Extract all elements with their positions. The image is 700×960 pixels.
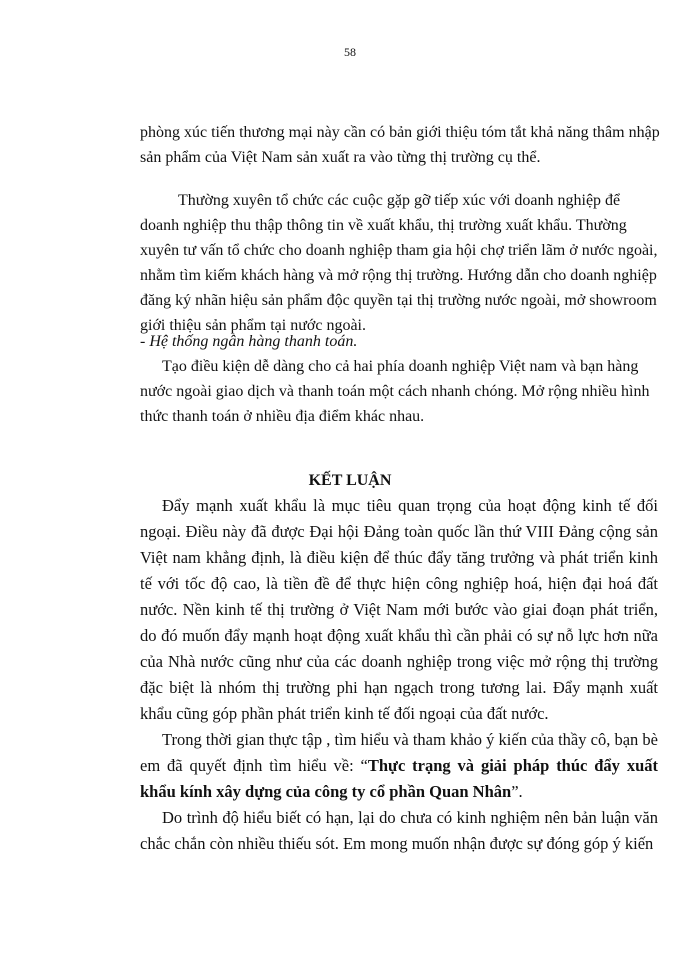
conclusion-body <box>140 493 658 857</box>
thesis-title: Thực trạng và giải pháp thúc đẩy xuất khẩu kính xây dựng của công ty cổ phần Quan Nhân <box>140 756 658 801</box>
page-number: 58 <box>344 45 356 59</box>
conclusion-paragraph-1: Đẩy mạnh xuất khẩu là mục tiêu quan trọng của hoạt động kinh tế đối ngoại. Điều này đã được Đại hội Đảng toàn quốc lần thứ VIII Đảng cộng sản Việt nam khẳng định, là điều kiện để thúc đẩy tăng trưởng và phát triển kinh tế với tốc độ cao, là tiền đề để thực hiện công nghiệp hoá, hiện đại hoá đất nước. Nền kinh tế thị trường ở Việt Nam mới bước vào giai đoạn phát triển, do đó muốn đẩy mạnh hoạt động xuất khẩu thì cần phải có sự nỗ lực hơn nữa của Nhà nước cũng như của các doanh nghiệp trong việc mở rộng thị trường đặc biệt là nhóm thị trường phi hạn ngạch trong tương lai. Đẩy mạnh xuất khẩu cũng góp phần phát triển kinh tế đối ngoại của đất nước. <box>140 496 658 723</box>
conclusion-paragraph-2-prefix: Trong thời gian thực tập , tìm hiểu và tham khảo ý kiến của thầy cô, bạn bè em đã quyết định tìm hiểu về: “ <box>140 730 658 775</box>
conclusion-heading: KẾT LUẬN <box>308 472 392 489</box>
conclusion-paragraph-2 <box>140 727 658 805</box>
bullet-banking-system: - Hệ thống ngân hàng thanh toán. <box>140 333 358 350</box>
intro-paragraph-2: Thường xuyên tổ chức các cuộc gặp gỡ tiếp xúc với doanh nghiệp để doanh nghiệp thu thập thông tin về xuất khẩu, thị trường xuất khẩu. Thường xuyên tư vấn tổ chức cho doanh nghiệp tham gia hội chợ triển lãm ở nước ngoài, nhằm tìm kiếm khách hàng và mở rộng thị trường. Hướng dẫn cho doanh nghiệp đăng ký nhãn hiệu sản phẩm độc quyền tại thị trường nước ngoài, mở showroom giới thiệu sản phẩm tại nước ngoài. <box>140 192 658 334</box>
conclusion-paragraph-2-suffix: ”. <box>511 782 523 801</box>
intro-paragraph-1: phòng xúc tiến thương mại này cần có bản giới thiệu tóm tắt khả năng thâm nhập sản phẩm của Việt Nam sản xuất ra vào từng thị trường cụ thể. <box>140 124 660 166</box>
conclusion-paragraph-3: Do trình độ hiểu biết có hạn, lại do chưa có kinh nghiệm nên bản luận văn chắc chắn còn nhiều thiếu sót. Em mong muốn nhận được sự đóng góp ý kiến <box>140 808 658 853</box>
intro-paragraph-3: Tạo điều kiện dễ dàng cho cả hai phía doanh nghiệp Việt nam và bạn hàng nước ngoài giao dịch và thanh toán một cách nhanh chóng. Mở rộng nhiều hình thức thanh toán ở nhiều địa điểm khác nhau. <box>140 358 650 425</box>
